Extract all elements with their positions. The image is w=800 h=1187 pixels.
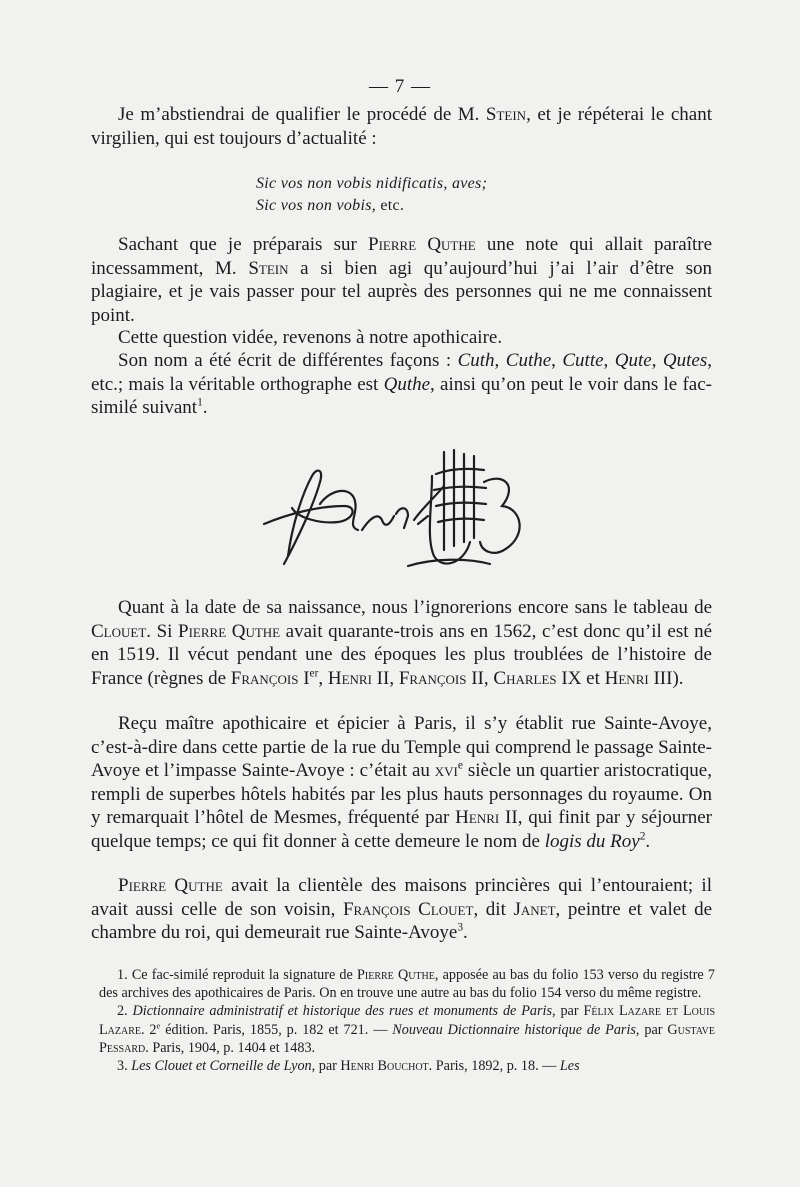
king-name: Charles IX	[493, 667, 582, 689]
king-name: Henri III	[604, 667, 673, 689]
text: , ainsi qu’on peut le voir dans le fac-similé suivant	[91, 373, 713, 418]
author-name: Stein	[248, 257, 289, 279]
book-title: Dictionnaire administratif et historique des rues et monuments de Paris	[132, 1003, 552, 1020]
text: .	[463, 922, 468, 943]
text: , par	[635, 1021, 668, 1038]
painter-name: François Clouet	[342, 898, 474, 920]
text: ,	[318, 667, 328, 689]
text: ,	[483, 667, 494, 689]
text: une note qui allait paraître incessamment, M.	[91, 234, 713, 279]
footnote-3	[99, 1057, 715, 1075]
latin-quote	[256, 173, 487, 217]
king-name: Henri II	[327, 667, 390, 689]
page-number: — 7 —	[369, 76, 431, 97]
book-title: Les	[559, 1058, 580, 1075]
place-name: logis du Roy	[544, 830, 640, 852]
text: , etc.; mais la véritable orthographe est	[91, 350, 712, 395]
ordinal-suffix: er	[309, 667, 319, 680]
author-name: Stein	[485, 104, 527, 125]
text: Sachant que je préparais sur	[118, 234, 369, 255]
footnote-ref[interactable]: 3	[457, 921, 464, 934]
spelling-variant: Qutes	[662, 350, 708, 371]
text: , par	[311, 1058, 341, 1075]
text: Reçu maître apothicaire et épicier à Paris, il s’y établit rue Sainte-Avoye, c’est-à-dire dans cette partie de la rue du Temple qui comprend le passage Sainte-Avoye et l’impasse Sainte-Avoye : c’était au	[91, 713, 712, 781]
text: ,	[494, 350, 506, 371]
book-title: Nouveau Dictionnaire historique de Paris	[392, 1021, 636, 1038]
text: , par	[552, 1003, 584, 1020]
king-name: François	[230, 667, 299, 689]
text: , dit	[473, 898, 514, 920]
text: ,	[651, 350, 663, 371]
paragraph-intro	[91, 103, 712, 150]
person-name: Pierre Quthe	[368, 234, 476, 255]
quote-line-2	[256, 195, 487, 217]
spelling-variant: Cuthe	[505, 350, 552, 371]
footnote-2	[99, 1002, 715, 1057]
ordinal-suffix: e	[457, 759, 463, 772]
author-name: Félix Lazare et Louis Lazare	[99, 1003, 716, 1038]
text: a si bien agi qu’aujourd’hui j’ai l’air d’être son plagiaire, et je vais passer pour tel auprès des personnes qui ne me connaissent point.	[91, 257, 712, 326]
text: ,	[551, 350, 563, 371]
book-title: Les Clouet et Corneille de Lyon	[131, 1058, 312, 1075]
spelling-variant: Qute	[614, 350, 652, 371]
text: .	[202, 397, 208, 418]
spelling-variant: Cuth	[457, 350, 495, 371]
text: Je m’abstiendrai de qualifier le procédé de M.	[118, 104, 486, 125]
text: , et je répéterai le chant virgilien, qui est toujours d’actualité :	[91, 104, 712, 149]
century-numeral: xvi	[434, 760, 458, 781]
text: , peintre et valet de chambre du roi, qui demeurait rue Sainte-Avoye	[91, 898, 713, 943]
text: . Paris, 1892, p. 18. —	[428, 1058, 560, 1075]
text: . Paris, 1904, p. 1404 et 1483.	[145, 1039, 316, 1056]
signature-facsimile-icon	[258, 446, 558, 576]
footnotes	[99, 966, 715, 1075]
text: siècle un quartier aristocratique, rempli de superbes hôtels habités par les plus hauts personnages du royaume. On y remarquait l’hôtel de Mesmes, fréquenté par	[91, 760, 712, 828]
text: etc.	[376, 197, 405, 214]
painter-name: Clouet	[91, 620, 147, 642]
text: avait la clientèle des maisons princières qui l’entouraient; il avait aussi celle de son voisin,	[91, 875, 712, 920]
paragraph-plagiarism	[91, 233, 712, 327]
text: Sic vos non vobis,	[256, 197, 377, 214]
footnote-ref[interactable]: 2	[639, 830, 646, 843]
text: ,	[389, 667, 399, 689]
text: avait quarante-trois ans en 1562, c’est donc qu’il est né en 1519. Il vécut pendant une des époques les plus troublées de l’histoire de France (règnes de	[91, 620, 712, 689]
person-name: Pierre Quthe	[357, 967, 435, 983]
text: , qui finit par y séjourner quelque temps; ce qui fit donner à cette demeure le nom de	[91, 807, 712, 852]
king-name: Henri II	[455, 807, 518, 828]
spelling-variant: Cutte	[562, 350, 604, 371]
paragraph-clientele	[91, 874, 712, 945]
footnote-ref[interactable]: 1	[197, 396, 203, 409]
paragraph-return: Cette question vidée, revenons à notre apothicaire.	[118, 327, 503, 348]
text: I	[298, 667, 310, 689]
text: 1. Ce fac-similé reproduit la signature de	[117, 967, 357, 983]
text: ).	[672, 667, 684, 689]
text: , apposée au bas du folio 153 verso du registre 7 des archives des apothicaires de Paris. On en trouve une autre au bas du folio 154 verso du même registre.	[99, 967, 715, 1002]
ordinal-suffix: e	[156, 1019, 161, 1030]
text: Quant à la date de sa naissance, nous l’ignorerions encore sans le tableau de	[118, 597, 712, 618]
footnote-1	[99, 966, 715, 1002]
nickname: Janet	[513, 898, 556, 920]
person-name: Pierre Quthe	[178, 620, 281, 642]
text: 2.	[117, 1003, 133, 1020]
text: édition. Paris, 1855, p. 182 et 721. —	[160, 1021, 393, 1038]
author-name: Henri Bouchot	[340, 1058, 429, 1075]
quote-line-1: Sic vos non vobis nidificatis, aves;	[256, 175, 488, 192]
text: ,	[603, 350, 615, 371]
paragraph-sainte-avoye	[91, 712, 712, 853]
text: et	[581, 667, 605, 689]
spelling-variant: Quthe	[383, 373, 431, 395]
text: Son nom a été écrit de différentes façons :	[118, 350, 458, 371]
king-name: François II	[398, 667, 484, 689]
text: . Si	[146, 620, 179, 642]
author-name: Gustave Pessard	[99, 1021, 715, 1056]
text: 3.	[117, 1058, 132, 1075]
paragraph-birth	[91, 596, 712, 690]
text: . 2	[141, 1021, 157, 1038]
text: .	[645, 830, 651, 852]
person-name: Pierre Quthe	[118, 875, 223, 896]
paragraph-spellings	[91, 349, 712, 420]
